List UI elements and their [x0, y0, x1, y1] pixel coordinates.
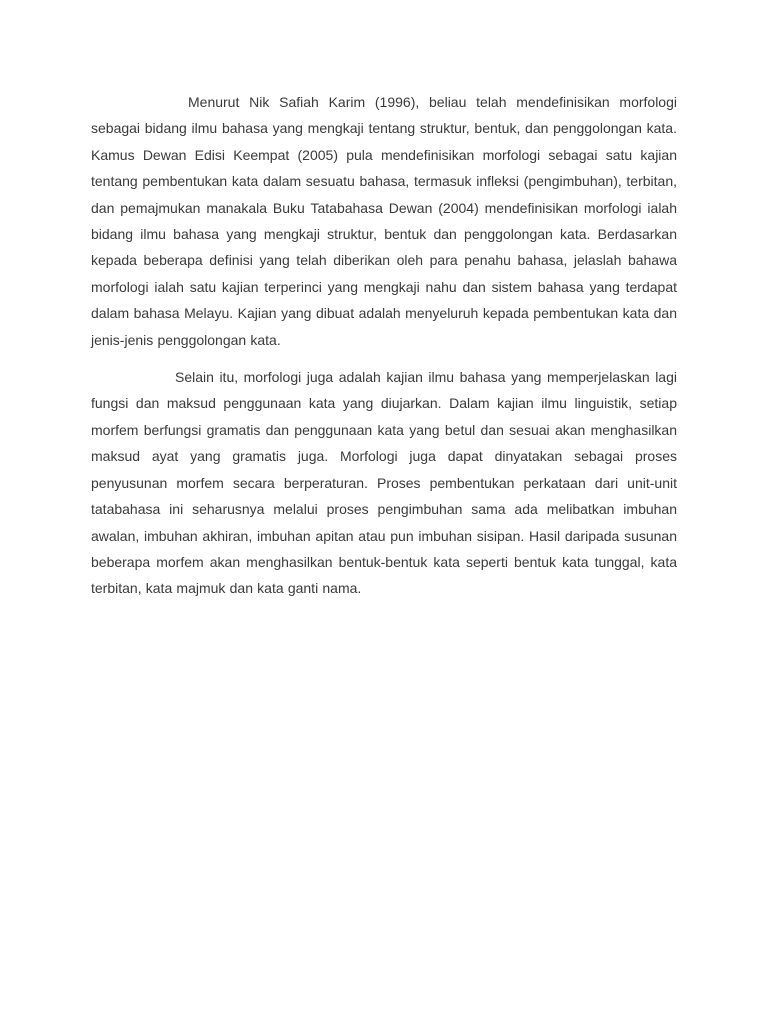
- paragraph-2: Selain itu, morfologi juga adalah kajian ilmu bahasa yang memperjelaskan lagi fungsi dan maksud penggunaan kata yang diujarkan. Dalam kajian ilmu linguistik, setiap morfem berfungsi gramatis dan penggunaan kata yang betul dan sesuai akan menghasilkan maksud ayat yang gramatis juga. Morfologi juga dapat dinyatakan sebagai proses penyusunan morfem secara berperaturan. Proses pembentukan perkataan dari unit-unit tatabahasa ini seharusnya melalui proses pengimbuhan sama ada melibatkan imbuhan awalan, imbuhan akhiran, imbuhan apitan atau pun imbuhan sisipan. Hasil daripada susunan beberapa morfem akan menghasilkan bentuk-bentuk kata seperti bentuk kata tunggal, kata terbitan, kata majmuk dan kata ganti nama.: [91, 369, 677, 597]
- paragraph-1: Menurut Nik Safiah Karim (1996), beliau telah mendefinisikan morfologi sebagai bidang ilmu bahasa yang mengkaji tentang struktur, bentuk, dan penggolongan kata. Kamus Dewan Edisi Keempat (2005) pula mendefinisikan morfologi sebagai satu kajian tentang pembentukan kata dalam sesuatu bahasa, termasuk infleksi (pengimbuhan), terbitan, dan pemajmukan manakala Buku Tatabahasa Dewan (2004) mendefinisikan morfologi ialah bidang ilmu bahasa yang mengkaji struktur, bentuk dan penggolongan kata. Berdasarkan kepada beberapa definisi yang telah diberikan oleh para penahu bahasa, jelaslah bahawa morfologi ialah satu kajian terperinci yang mengkaji nahu dan sistem bahasa yang terdapat dalam bahasa Melayu. Kajian yang dibuat adalah menyeluruh kepada pembentukan kata dan jenis-jenis penggolongan kata.: [91, 94, 677, 348]
- document-body: [91, 89, 677, 602]
